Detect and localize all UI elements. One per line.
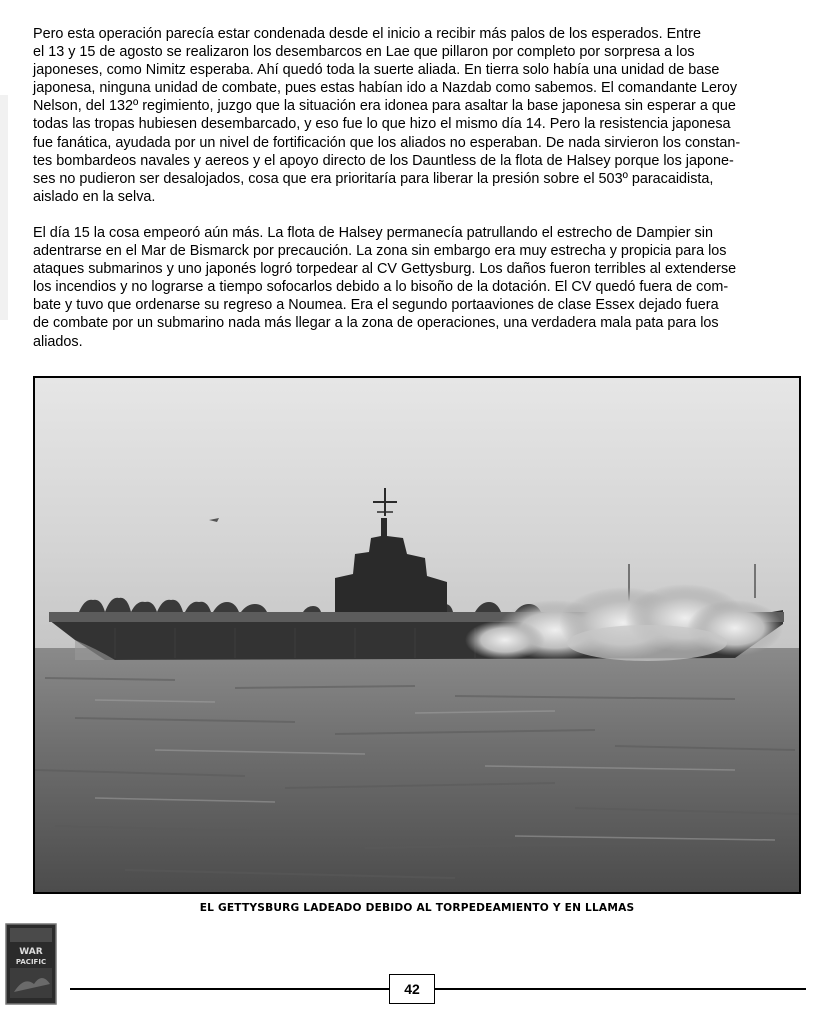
footer-rule	[70, 988, 806, 990]
text-line: Pero esta operación parecía estar condenada desde el inicio a recibir más palos de los esperados. Entre	[33, 26, 701, 42]
photo-caption: EL GETTYSBURG LADEADO DEBIDO AL TORPEDEAMIENTO Y EN LLAMAS	[199, 902, 635, 914]
text-line: todas las tropas hubiesen desembarcado, y eso fue lo que hizo el mismo día 14. Pero la resistencia japonesa	[33, 116, 731, 133]
text-line: ses no pudieron ser desalojados, cosa que era prioritaría para liberar la presión sobre el 503º paracaidista,	[33, 170, 714, 187]
cover-title-line1: WAR	[19, 947, 43, 957]
text-line: japoneses, como Nimitz esperaba. Ahí quedó toda la suerte aliada. En tierra solo había una unidad de base	[33, 62, 720, 79]
text-line: El día 15 la cosa empeoró aún más. La flota de Halsey permanecía patrullando el estrecho de Dampier sin	[33, 225, 713, 241]
text-line: el 13 y 15 de agosto se realizaron los desembarcos en Lae que pillaron por completo por sorpresa a los	[33, 44, 695, 61]
text-line: ataques submarinos y uno japonés logró torpedear al CV Gettysburg. Los daños fueron terribles al extenderse	[33, 261, 737, 278]
aircraft-carrier-photo	[33, 376, 801, 894]
cover-title-line2: PACIFIC	[15, 958, 47, 966]
text-line: tes bombardeos navales y aereos y el apoyo directo de los Dauntless de la flota de Halsey porque los japone-	[33, 152, 734, 169]
text-line: Nelson, del 132º regimiento, juzgo que la situación era idonea para asaltar la base japonesa sin esperar a que	[33, 98, 736, 115]
page-number: 42	[389, 974, 435, 1004]
text-line: bate y tuvo que ordenarse su regreso a Noumea. Era el segundo portaaviones de clase Essex dejado fuera	[33, 297, 719, 314]
text-line: de combate por un submarino nada más llegar a la zona de operaciones, una verdadera mala pata para los	[33, 315, 719, 332]
game-cover-thumbnail	[4, 922, 58, 1006]
text-line: aislado en la selva.	[33, 188, 156, 205]
page-edge-shadow	[0, 95, 8, 320]
text-line: fue fanática, ayudada por un nivel de fortificación que los aliados no esperaban. De nada sirvieron los constan-	[33, 134, 741, 151]
article-paragraph-2	[33, 224, 801, 351]
text-line: los incendios y no lograrse a tiempo sofocarlos debido a lo bisoño de la dotación. El CV quedó fuera de com-	[33, 279, 729, 296]
text-line: aliados.	[33, 333, 83, 350]
text-line: japonesa, ninguna unidad de combate, pues estas habían ido a Nazdab como sabemos. El comandante Leroy	[33, 80, 738, 97]
text-line: adentrarse en el Mar de Bismarck por precaución. La zona sin embargo era muy estrecha y propicia para los	[33, 243, 727, 260]
article-paragraph-1	[33, 25, 801, 206]
